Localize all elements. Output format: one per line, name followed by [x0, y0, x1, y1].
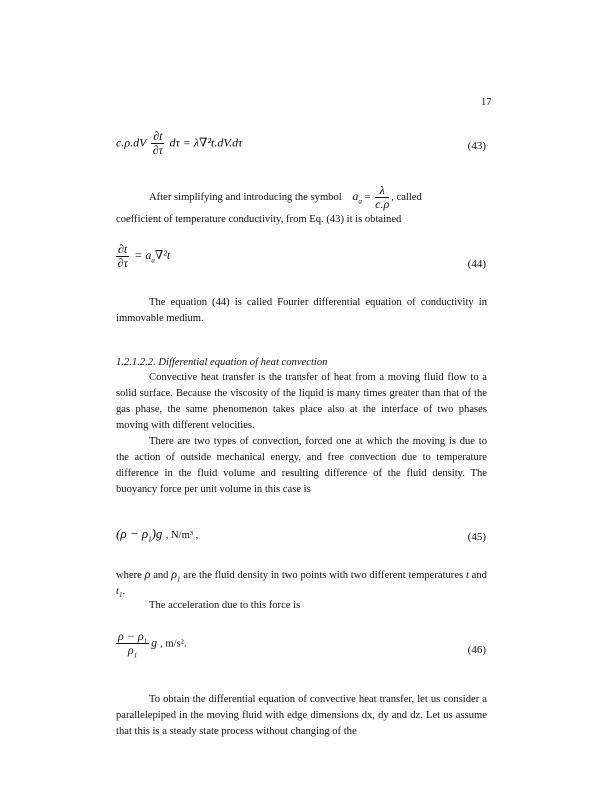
simplify-fraction — [375, 184, 389, 211]
simplify-frac-denominator: c.ρ — [375, 197, 390, 211]
types-paragraph: There are two types of convection, forced one at which the moving is due to the action of outside mechanical energy, and free convection due to temperature difference in the fluid volume and resulting difference of the fluid density. The buoyancy force per unit volume in this case is — [116, 436, 487, 495]
simplify-symbol: $a_a$ — [352, 188, 362, 206]
equation-43 — [116, 130, 242, 157]
simplify-text-after: , called — [391, 191, 422, 203]
eq43-rhs: dτ = λ∇²t.dV.dτ — [169, 135, 243, 150]
equation-43-number: (43) — [467, 140, 486, 152]
simplify-text-before: After simplifying and introducing the symbol — [149, 191, 342, 203]
eq44-frac-denominator: ∂τ — [117, 256, 128, 270]
fourier-paragraph: The equation (44) is called Fourier differential equation of conductivity in immovable medium. — [116, 297, 487, 324]
equation-44 — [116, 243, 170, 270]
eq46-unit: , m/s². — [160, 638, 187, 650]
eq45-expression: $(\rho - \rho_1)g$ — [116, 526, 163, 544]
section-heading: 1.2.1.2.2. Differential equation of heat convection — [116, 357, 328, 368]
page-number: 17 — [481, 97, 492, 108]
simplify-paragraph: After simplifying and introducing the symbol $a_a$ = $\frac{\lambda}{c.\rho}$ , called — [149, 183, 422, 211]
simplify-line2: coefficient of temperature conductivity, from Eq. (43) it is obtained — [116, 214, 402, 225]
eq44-rhs: = $a_a\nabla^2t$ — [134, 248, 171, 265]
eq46-frac-numerator: $\rho - \rho_1$ — [118, 629, 148, 646]
eq44-fraction — [116, 243, 129, 270]
eq43-frac-numerator: ∂t — [153, 129, 163, 143]
eq44-frac-numerator: ∂t — [118, 242, 128, 256]
simplify-frac-numerator: λ — [375, 184, 389, 198]
equation-45-number: (45) — [467, 531, 486, 543]
eq46-frac-denominator: $\rho_1$ — [127, 643, 138, 660]
equation-46-number: (46) — [467, 644, 486, 656]
where-paragraph: where ρ and $\rho_1$ are the fluid density in two points with two different temperatures t and $t_1$. — [116, 567, 487, 600]
convective-paragraph: Convective heat transfer is the transfer of heat from a moving fluid flow to a solid surface. Because the viscosity of the liquid is many times greater than that of the gas phase, the same phenomenon takes place also at the interface of two phases moving with different velocities. — [116, 372, 487, 431]
equation-44-number: (44) — [467, 258, 486, 270]
eq43-fraction — [151, 130, 164, 157]
equation-45 — [116, 526, 198, 544]
eq43-lhs: c.ρ.dV — [116, 135, 147, 150]
final-paragraph: To obtain the differential equation of convective heat transfer, let us consider a parallelepiped in the moving fluid with edge dimensions dx, dy and dz. Let us assume that this is a steady state process without changing of the — [116, 694, 487, 737]
acceleration-paragraph: The acceleration due to this force is — [149, 600, 301, 611]
eq43-frac-denominator: ∂τ — [152, 143, 163, 157]
eq46-fraction — [116, 629, 149, 660]
eq45-unit: , N/m³ , — [165, 530, 199, 541]
equation-46: $\frac{\rho - \rho_1}{\rho_1}$ g , m/s². — [118, 629, 187, 660]
